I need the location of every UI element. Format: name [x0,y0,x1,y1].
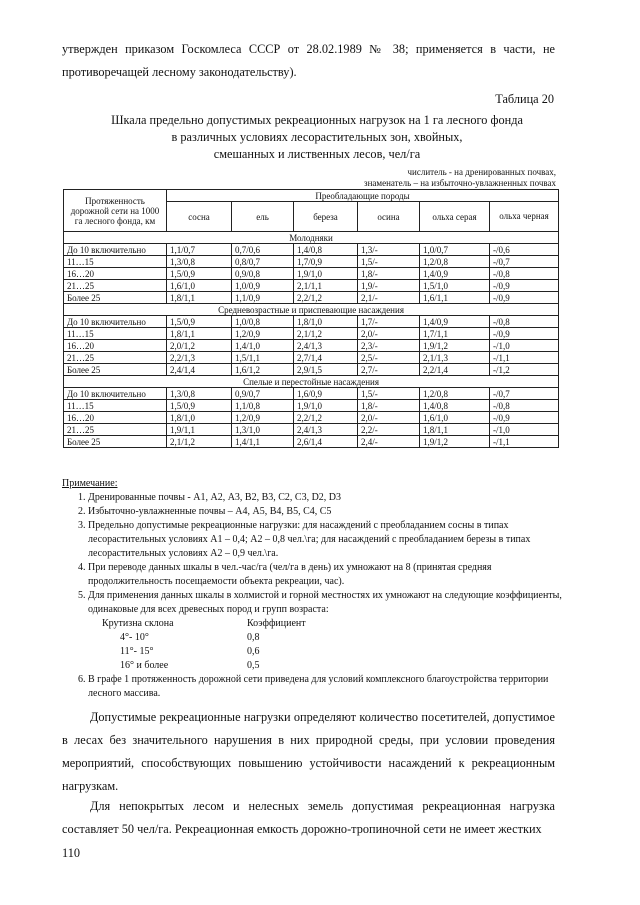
coef-value: 0,8 [247,632,260,643]
value-cell: 1,6/1,0 [420,412,490,424]
body-paragraph-1: Допустимые рекреационные нагрузки определяют количество посетителей, допустимое в лесах без значительного нарушения в них природной среды, при условии проведения мероприятий, способствующих повышению устойчивости насаждений к рекреационным нагрузкам. [62,710,555,793]
row-label-cell: Более 25 [64,436,167,448]
value-cell: 2,0/1,2 [167,340,232,352]
value-cell: 1,4/0,8 [420,400,490,412]
value-cell: 2,1/1,3 [420,352,490,364]
table-row [64,436,559,448]
value-cell: 1,9/- [358,280,420,292]
value-cell: 1,8/1,1 [167,292,232,304]
row-label-cell: 16…20 [64,268,167,280]
row-label-cell: 11…15 [64,400,167,412]
legend-numerator: числитель - на дренированных почвах, [407,167,556,177]
value-cell: 1,9/1,2 [420,340,490,352]
value-cell: 1,3/0,8 [167,388,232,400]
note-item: 3. Предельно допустимые рекреационные нагрузки: для насаждений с преобладанием сосны в типах лесорастительных условиях А1 – 0,4; А2 – 0,8 чел.\га; для насаждений с преобладанием березы в типах лесорастительных условиях А2 – 0,9 чел.\га. [88,519,562,561]
value-cell: 2,0/- [358,412,420,424]
title-line: Шкала предельно допустимых рекреационных нагрузок на 1 га лесного фонда [111,113,523,127]
table-row [64,412,559,424]
value-cell: 1,5/0,9 [167,400,232,412]
row-label-cell: 16…20 [64,340,167,352]
table-row [64,328,559,340]
value-cell: 1,8/1,1 [167,328,232,340]
value-cell: 2,2/- [358,424,420,436]
value-cell: 1,6/1,1 [420,292,490,304]
value-cell: 1,6/0,9 [294,388,358,400]
value-cell: -/1,0 [490,424,559,436]
value-cell: 2,2/1,4 [420,364,490,376]
row-label-cell: До 10 включительно [64,244,167,256]
value-cell: 1,7/- [358,316,420,328]
section-title: Молодняки [64,232,559,244]
value-cell: 1,3/0,8 [167,256,232,268]
value-cell: 1,4/1,0 [232,340,294,352]
value-cell: 2,4/- [358,436,420,448]
value-cell: 1,0/0,7 [420,244,490,256]
table-label: Таблица 20 [495,92,554,106]
coef-slope: 11°- 15° [120,646,154,657]
body-paragraph-2: Для непокрытых лесом и нелесных земель допустимая рекреационная нагрузка составляет 50 чел/га. Рекреационная емкость дорожно-тропиночной сети не имеет жестких [62,799,555,836]
value-cell: 2,7/- [358,364,420,376]
value-cell: 1,1/0,7 [167,244,232,256]
value-cell: -/1,0 [490,340,559,352]
title-line: в различных условиях лесорастительных зон, хвойных, [171,130,463,144]
value-cell: -/0,9 [490,280,559,292]
section-title: Спелые и перестойные насаждения [64,376,559,388]
value-cell: 2,1/- [358,292,420,304]
header-species: ольха серая [420,202,490,232]
slope-coefficient-table [102,617,562,673]
value-cell: 1,5/1,0 [420,280,490,292]
notes-list [62,491,562,701]
value-cell: 2,3/- [358,340,420,352]
value-cell: 2,6/1,4 [294,436,358,448]
row-label-cell: 11…15 [64,256,167,268]
row-label-cell: До 10 включительно [64,388,167,400]
value-cell: 1,6/1,0 [167,280,232,292]
note-item: 1. Дренированные почвы - А1, А2, А3, В2, В3, С2, С3, D2, D3 [88,491,562,505]
notes-block [62,477,562,701]
value-cell: 2,4/1,3 [294,424,358,436]
value-cell: 1,7/1,1 [420,328,490,340]
table-row [64,424,559,436]
value-cell: -/0,8 [490,268,559,280]
value-cell: 2,1/1,2 [167,436,232,448]
value-cell: 1,9/1,2 [420,436,490,448]
value-cell: 1,2/0,9 [232,328,294,340]
table-row [64,244,559,256]
note-item: 6. В графе 1 протяженность дорожной сети приведена для условий комплексного благоустройства территории лесного массива. [88,673,562,701]
header-road-network: Протяженность дорожной сети на 1000 га лесного фонда, км [64,190,167,232]
section-row [64,376,559,388]
value-cell: 1,5/- [358,388,420,400]
value-cell: 0,9/0,7 [232,388,294,400]
value-cell: 1,1/0,8 [232,400,294,412]
row-label-cell: 11…15 [64,328,167,340]
note-text: Для применения данных шкалы в холмистой и горной местностях их умножают на следующие коэффициенты, одинаковые для всех древесных пород и групп возраста: [88,590,562,615]
note-item [88,589,562,673]
recreation-load-table [63,189,559,448]
table-row [64,316,559,328]
value-cell: -/0,7 [490,256,559,268]
row-label-cell: 21…25 [64,280,167,292]
value-cell: 1,8/1,1 [420,424,490,436]
value-cell: 1,2/0,8 [420,256,490,268]
value-cell: -/1,1 [490,352,559,364]
row-label-cell: Более 25 [64,364,167,376]
value-cell: 1,8/1,0 [294,316,358,328]
value-cell: 1,1/0,9 [232,292,294,304]
value-cell: -/0,9 [490,292,559,304]
value-cell: 1,4/1,1 [232,436,294,448]
value-cell: 1,5/1,1 [232,352,294,364]
table-legend [256,167,556,189]
value-cell: 1,7/0,9 [294,256,358,268]
row-label-cell: Более 25 [64,292,167,304]
value-cell: 2,7/1,4 [294,352,358,364]
value-cell: -/1,1 [490,436,559,448]
table-row [64,256,559,268]
table-row [64,292,559,304]
section-row [64,232,559,244]
value-cell: 2,1/1,1 [294,280,358,292]
header-species: береза [294,202,358,232]
coef-header: Коэффициент [247,618,306,629]
value-cell: 1,4/0,8 [294,244,358,256]
value-cell: 1,3/- [358,244,420,256]
value-cell: -/0,8 [490,316,559,328]
value-cell: 1,5/0,9 [167,316,232,328]
header-species: ольха черная [490,202,559,232]
note-item: 2. Избыточно-увлажненные почвы – А4, А5, В4, В5, С4, С5 [88,505,562,519]
value-cell: 2,4/1,3 [294,340,358,352]
value-cell: -/0,6 [490,244,559,256]
value-cell: 1,8/- [358,268,420,280]
header-species: ель [232,202,294,232]
value-cell: -/0,9 [490,328,559,340]
value-cell: 2,9/1,5 [294,364,358,376]
row-label-cell: До 10 включительно [64,316,167,328]
table-row [64,268,559,280]
coef-slope: 16° и более [120,660,169,671]
value-cell: 0,7/0,6 [232,244,294,256]
value-cell: 1,4/0,9 [420,316,490,328]
value-cell: -/0,7 [490,388,559,400]
value-cell: 1,5/0,9 [167,268,232,280]
title-line: смешанных и лиственных лесов, чел/га [213,147,421,161]
row-label-cell: 21…25 [64,352,167,364]
row-label-cell: 16…20 [64,412,167,424]
table-title [62,112,572,163]
value-cell: 1,9/1,0 [294,268,358,280]
table-row [64,388,559,400]
coef-value: 0,5 [247,660,260,671]
coef-value: 0,6 [247,646,260,657]
value-cell: 1,9/1,0 [294,400,358,412]
table-body [64,232,559,448]
section-title: Средневозрастные и приспевающие насаждения [64,304,559,316]
value-cell: 0,9/0,8 [232,268,294,280]
value-cell: 1,2/0,9 [232,412,294,424]
note-item: 4. При переводе данных шкалы в чел.-час/га (чел/га в день) их умножают на 8 (принятая средняя продолжительность посещаемости объекта рекреации, час). [88,561,562,589]
value-cell: 1,3/1,0 [232,424,294,436]
legend-denominator: знаменатель – на избыточно-увлажненных почвах [364,178,556,188]
value-cell: 2,5/- [358,352,420,364]
coef-slope: 4°- 10° [120,632,149,643]
value-cell: 1,8/1,0 [167,412,232,424]
table-row [64,364,559,376]
value-cell: 2,4/1,4 [167,364,232,376]
section-row [64,304,559,316]
header-species-group: Преобладающие породы [167,190,559,202]
value-cell: 2,1/1,2 [294,328,358,340]
value-cell: 1,6/1,2 [232,364,294,376]
table-row [64,352,559,364]
value-cell: -/1,2 [490,364,559,376]
page-number: 110 [62,846,80,860]
table-row [64,280,559,292]
row-label-cell: 21…25 [64,424,167,436]
header-species: сосна [167,202,232,232]
value-cell: 1,9/1,1 [167,424,232,436]
value-cell: 1,0/0,8 [232,316,294,328]
intro-paragraph: утвержден приказом Госкомлеса СССР от 28.02.1989 № 38; применяется в части, не противоречащей лесному законодательству). [62,42,555,79]
header-species: осина [358,202,420,232]
value-cell: -/0,8 [490,400,559,412]
coef-header: Крутизна склона [102,618,174,629]
notes-title: Примечание: [62,478,118,489]
table-row [64,340,559,352]
value-cell: 2,2/1,3 [167,352,232,364]
value-cell: 1,8/- [358,400,420,412]
value-cell: 2,2/1,2 [294,292,358,304]
value-cell: 2,0/- [358,328,420,340]
value-cell: 1,2/0,8 [420,388,490,400]
value-cell: 1,4/0,9 [420,268,490,280]
value-cell: 0,8/0,7 [232,256,294,268]
value-cell: -/0,9 [490,412,559,424]
value-cell: 1,5/- [358,256,420,268]
value-cell: 1,0/0,9 [232,280,294,292]
value-cell: 2,2/1,2 [294,412,358,424]
table-row [64,400,559,412]
